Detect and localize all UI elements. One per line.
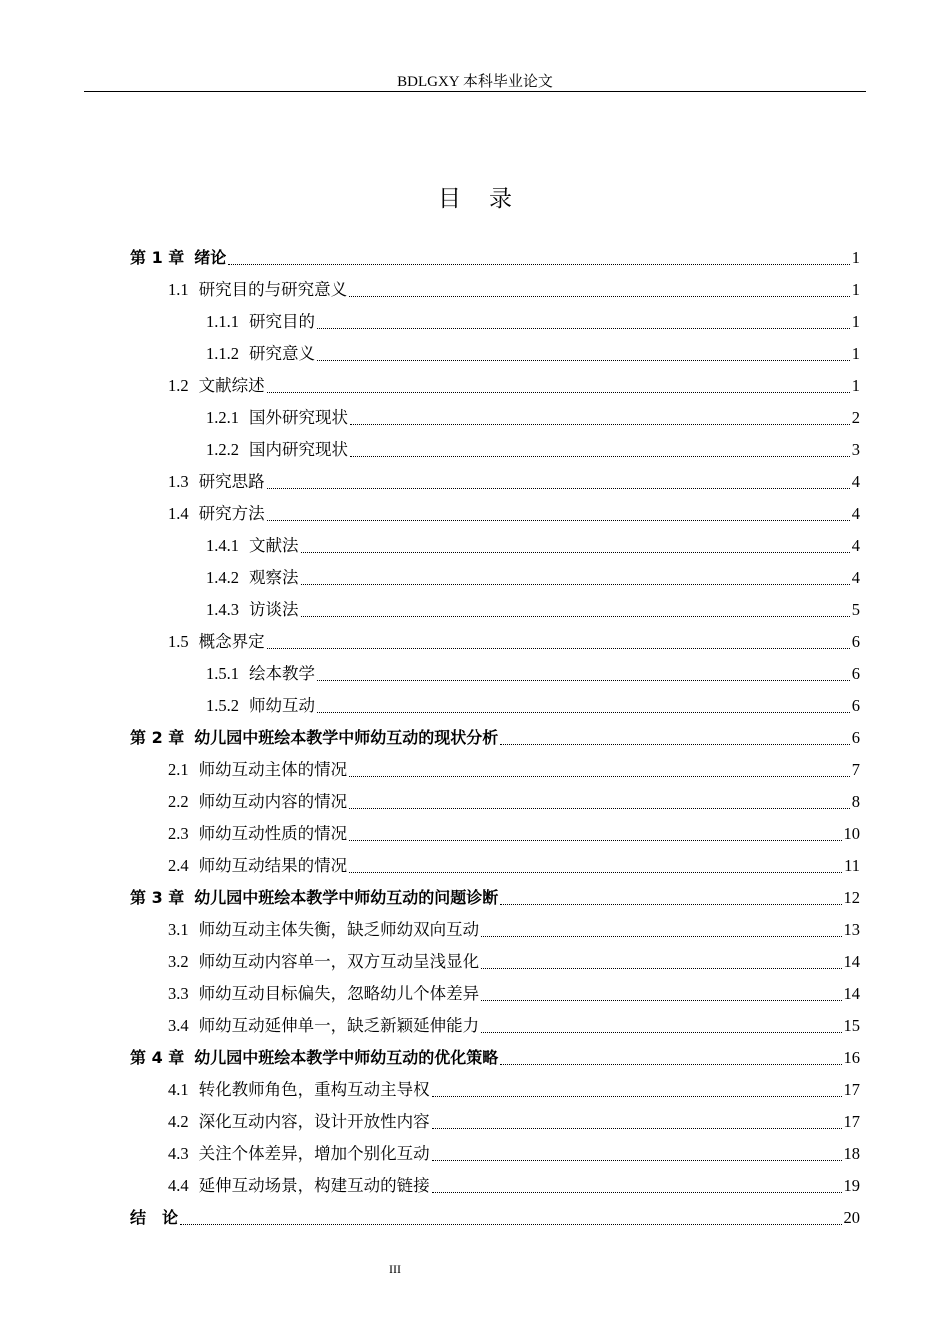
toc-leader-dots (301, 584, 850, 585)
toc-entry-label: 延伸互动场景，构建互动的链接 (198, 1176, 430, 1195)
toc-leader-dots (432, 1160, 842, 1161)
toc-title: 目录 (438, 186, 540, 212)
toc-entry-number: 3.3 (168, 984, 189, 1003)
toc-entry-label: 师幼互动性质的情况 (198, 824, 348, 843)
toc-entry-page: 15 (843, 1016, 860, 1035)
toc-entry-number: 2.1 (168, 760, 189, 779)
toc-entry-label: 国内研究现状 (249, 440, 348, 459)
toc-entry-label: 研究方法 (198, 504, 265, 523)
toc-entry[interactable] (130, 626, 860, 658)
toc-entry-page: 14 (843, 984, 860, 1003)
toc-entry-page: 13 (843, 920, 860, 939)
toc-entry-page: 6 (851, 632, 860, 651)
toc-entry-label: 师幼互动延伸单一，缺乏新颖延伸能力 (198, 1016, 480, 1035)
toc-entry-label: 深化互动内容，设计开放性内容 (198, 1112, 430, 1131)
toc-entry-page: 10 (843, 824, 860, 843)
toc-entry-label: 幼儿园中班绘本教学中师幼互动的现状分析 (194, 728, 499, 747)
toc-leader-dots (267, 392, 850, 393)
toc-entry-number: 4.3 (168, 1144, 189, 1163)
toc-entry-number: 1.4.3 (206, 600, 239, 619)
toc-leader-dots (267, 520, 850, 521)
toc-leader-dots (350, 424, 850, 425)
toc-entry-number: 1.2.2 (206, 440, 239, 459)
toc-entry[interactable] (130, 338, 860, 370)
toc-entry[interactable] (130, 946, 860, 978)
toc-entry[interactable] (130, 978, 860, 1010)
toc-leader-dots (500, 1064, 841, 1065)
toc-entry[interactable] (130, 1202, 860, 1234)
header-rule (84, 91, 866, 92)
toc-leader-dots (500, 744, 849, 745)
toc-entry-page: 5 (851, 600, 860, 619)
toc-entry-number: 2.4 (168, 856, 189, 875)
toc-entry[interactable] (130, 370, 860, 402)
toc-entry-page: 6 (851, 664, 860, 683)
toc-entry[interactable] (130, 434, 860, 466)
toc-entry-label: 师幼互动主体的情况 (198, 760, 348, 779)
toc-leader-dots (228, 264, 849, 265)
toc-leader-dots (317, 680, 850, 681)
toc-entry-label: 师幼互动 (249, 696, 315, 715)
toc-leader-dots (317, 712, 850, 713)
toc-entry[interactable] (130, 402, 860, 434)
toc-entry-label: 师幼互动内容单一，双方互动呈浅显化 (198, 952, 480, 971)
toc-entry-number: 1.2 (168, 376, 189, 395)
toc-entry-page: 17 (843, 1080, 860, 1099)
toc-entry-page: 2 (851, 408, 860, 427)
toc-entry-page: 4 (851, 504, 860, 523)
toc-entry-number: 1.4.2 (206, 568, 239, 587)
toc-entry-page: 16 (843, 1048, 860, 1067)
toc-entry-label: 师幼互动结果的情况 (198, 856, 348, 875)
toc-entry-page: 11 (844, 856, 860, 875)
toc-entry-label: 幼儿园中班绘本教学中师幼互动的优化策略 (194, 1048, 499, 1067)
toc-entry-number: 1.1.1 (206, 312, 239, 331)
toc-leader-dots (267, 648, 850, 649)
toc-entry-page: 19 (843, 1176, 860, 1195)
page-number: III (389, 1262, 401, 1276)
toc-leader-dots (432, 1096, 842, 1097)
toc-entry[interactable] (130, 786, 860, 818)
toc-entry[interactable] (130, 690, 860, 722)
toc-entry-page: 6 (851, 696, 860, 715)
toc-leader-dots (349, 872, 842, 873)
toc-entry-number: 1.4 (168, 504, 189, 523)
toc-entry[interactable] (130, 498, 860, 530)
toc-entry[interactable] (130, 1170, 860, 1202)
toc-entry-number: 第 1 章 (130, 248, 185, 267)
toc-leader-dots (481, 968, 841, 969)
toc-leader-dots (481, 936, 841, 937)
toc-entry[interactable] (130, 274, 860, 306)
toc-entry-label: 研究思路 (198, 472, 265, 491)
toc-entry-label: 师幼互动内容的情况 (198, 792, 348, 811)
toc-entry-label: 研究意义 (249, 344, 315, 363)
toc-entry[interactable] (130, 1010, 860, 1042)
toc-entry[interactable] (130, 914, 860, 946)
toc-entry-number: 第 3 章 (130, 888, 185, 907)
toc-entry-label: 观察法 (249, 568, 299, 587)
toc-entry[interactable] (130, 466, 860, 498)
table-of-contents (130, 242, 860, 1234)
toc-entry[interactable] (130, 306, 860, 338)
toc-entry[interactable] (130, 1042, 860, 1074)
toc-entry-page: 14 (843, 952, 860, 971)
toc-leader-dots (432, 1128, 842, 1129)
toc-entry-label: 绘本教学 (249, 664, 315, 683)
toc-entry-label: 师幼互动主体失衡，缺乏师幼双向互动 (198, 920, 480, 939)
toc-leader-dots (317, 328, 850, 329)
toc-leader-dots (432, 1192, 842, 1193)
toc-entry[interactable] (130, 1074, 860, 1106)
toc-entry-page: 7 (851, 760, 860, 779)
toc-entry-number: 4.4 (168, 1176, 189, 1195)
toc-entry[interactable] (130, 1106, 860, 1138)
toc-leader-dots (180, 1224, 841, 1225)
toc-entry-number: 1.5.1 (206, 664, 239, 683)
toc-entry-number: 2.2 (168, 792, 189, 811)
toc-entry[interactable] (130, 818, 860, 850)
toc-leader-dots (301, 552, 850, 553)
toc-leader-dots (481, 1000, 841, 1001)
toc-entry-number: 第 2 章 (130, 728, 185, 747)
toc-entry[interactable] (130, 562, 860, 594)
toc-entry-number: 1.5.2 (206, 696, 239, 715)
toc-entry-number: 2.3 (168, 824, 189, 843)
toc-leader-dots (500, 904, 841, 905)
toc-entry-page: 6 (851, 728, 860, 747)
toc-entry-label: 师幼互动目标偏失，忽略幼儿个体差异 (198, 984, 480, 1003)
toc-entry-number: 1.2.1 (206, 408, 239, 427)
toc-leader-dots (349, 808, 850, 809)
toc-entry-label: 研究目的与研究意义 (198, 280, 348, 299)
toc-entry-label: 绪论 (194, 248, 227, 267)
toc-entry-number: 1.5 (168, 632, 189, 651)
toc-entry-number: 4.2 (168, 1112, 189, 1131)
toc-entry-page: 4 (851, 536, 860, 555)
toc-entry-number: 1.3 (168, 472, 189, 491)
toc-entry-number: 4.1 (168, 1080, 189, 1099)
toc-entry-page: 1 (851, 280, 860, 299)
toc-entry-number: 1.1 (168, 280, 189, 299)
toc-entry-page: 1 (851, 376, 860, 395)
toc-leader-dots (349, 296, 850, 297)
toc-entry-number: 3.4 (168, 1016, 189, 1035)
toc-leader-dots (267, 488, 850, 489)
toc-entry-page: 3 (851, 440, 860, 459)
toc-entry-label: 关注个体差异，增加个别化互动 (198, 1144, 430, 1163)
toc-leader-dots (349, 840, 841, 841)
toc-entry[interactable] (130, 658, 860, 690)
toc-entry-page: 4 (851, 472, 860, 491)
toc-entry-page: 18 (843, 1144, 860, 1163)
toc-leader-dots (349, 776, 850, 777)
toc-entry-page: 20 (843, 1208, 860, 1227)
toc-entry-page: 17 (843, 1112, 860, 1131)
toc-entry[interactable] (130, 754, 860, 786)
toc-entry-number: 3.1 (168, 920, 189, 939)
toc-entry-label: 文献综述 (198, 376, 265, 395)
toc-entry-page: 1 (851, 248, 860, 267)
toc-entry-page: 1 (851, 344, 860, 363)
toc-entry-label: 文献法 (249, 536, 299, 555)
toc-leader-dots (350, 456, 850, 457)
toc-entry-page: 1 (851, 312, 860, 331)
toc-entry-label: 幼儿园中班绘本教学中师幼互动的问题诊断 (194, 888, 499, 907)
toc-entry-label: 国外研究现状 (249, 408, 348, 427)
toc-entry-page: 4 (851, 568, 860, 587)
toc-entry-label: 概念界定 (198, 632, 265, 651)
toc-entry-label: 研究目的 (249, 312, 315, 331)
toc-entry-number: 第 4 章 (130, 1048, 185, 1067)
toc-entry-number: 1.1.2 (206, 344, 239, 363)
toc-entry-page: 8 (851, 792, 860, 811)
toc-leader-dots (317, 360, 850, 361)
toc-entry[interactable] (130, 882, 860, 914)
toc-entry[interactable] (130, 722, 860, 754)
toc-entry-label: 转化教师角色，重构互动主导权 (198, 1080, 430, 1099)
toc-entry[interactable] (130, 242, 860, 274)
toc-entry[interactable] (130, 530, 860, 562)
toc-entry-label: 结 论 (130, 1208, 179, 1227)
toc-entry-label: 访谈法 (249, 600, 299, 619)
toc-entry[interactable] (130, 594, 860, 626)
toc-leader-dots (481, 1032, 841, 1033)
toc-leader-dots (301, 616, 850, 617)
toc-entry[interactable] (130, 1138, 860, 1170)
toc-entry[interactable] (130, 850, 860, 882)
toc-entry-page: 12 (843, 888, 860, 907)
toc-entry-number: 1.4.1 (206, 536, 239, 555)
toc-entry-number: 3.2 (168, 952, 189, 971)
page-header: BDLGXY 本科毕业论文 (397, 74, 553, 90)
